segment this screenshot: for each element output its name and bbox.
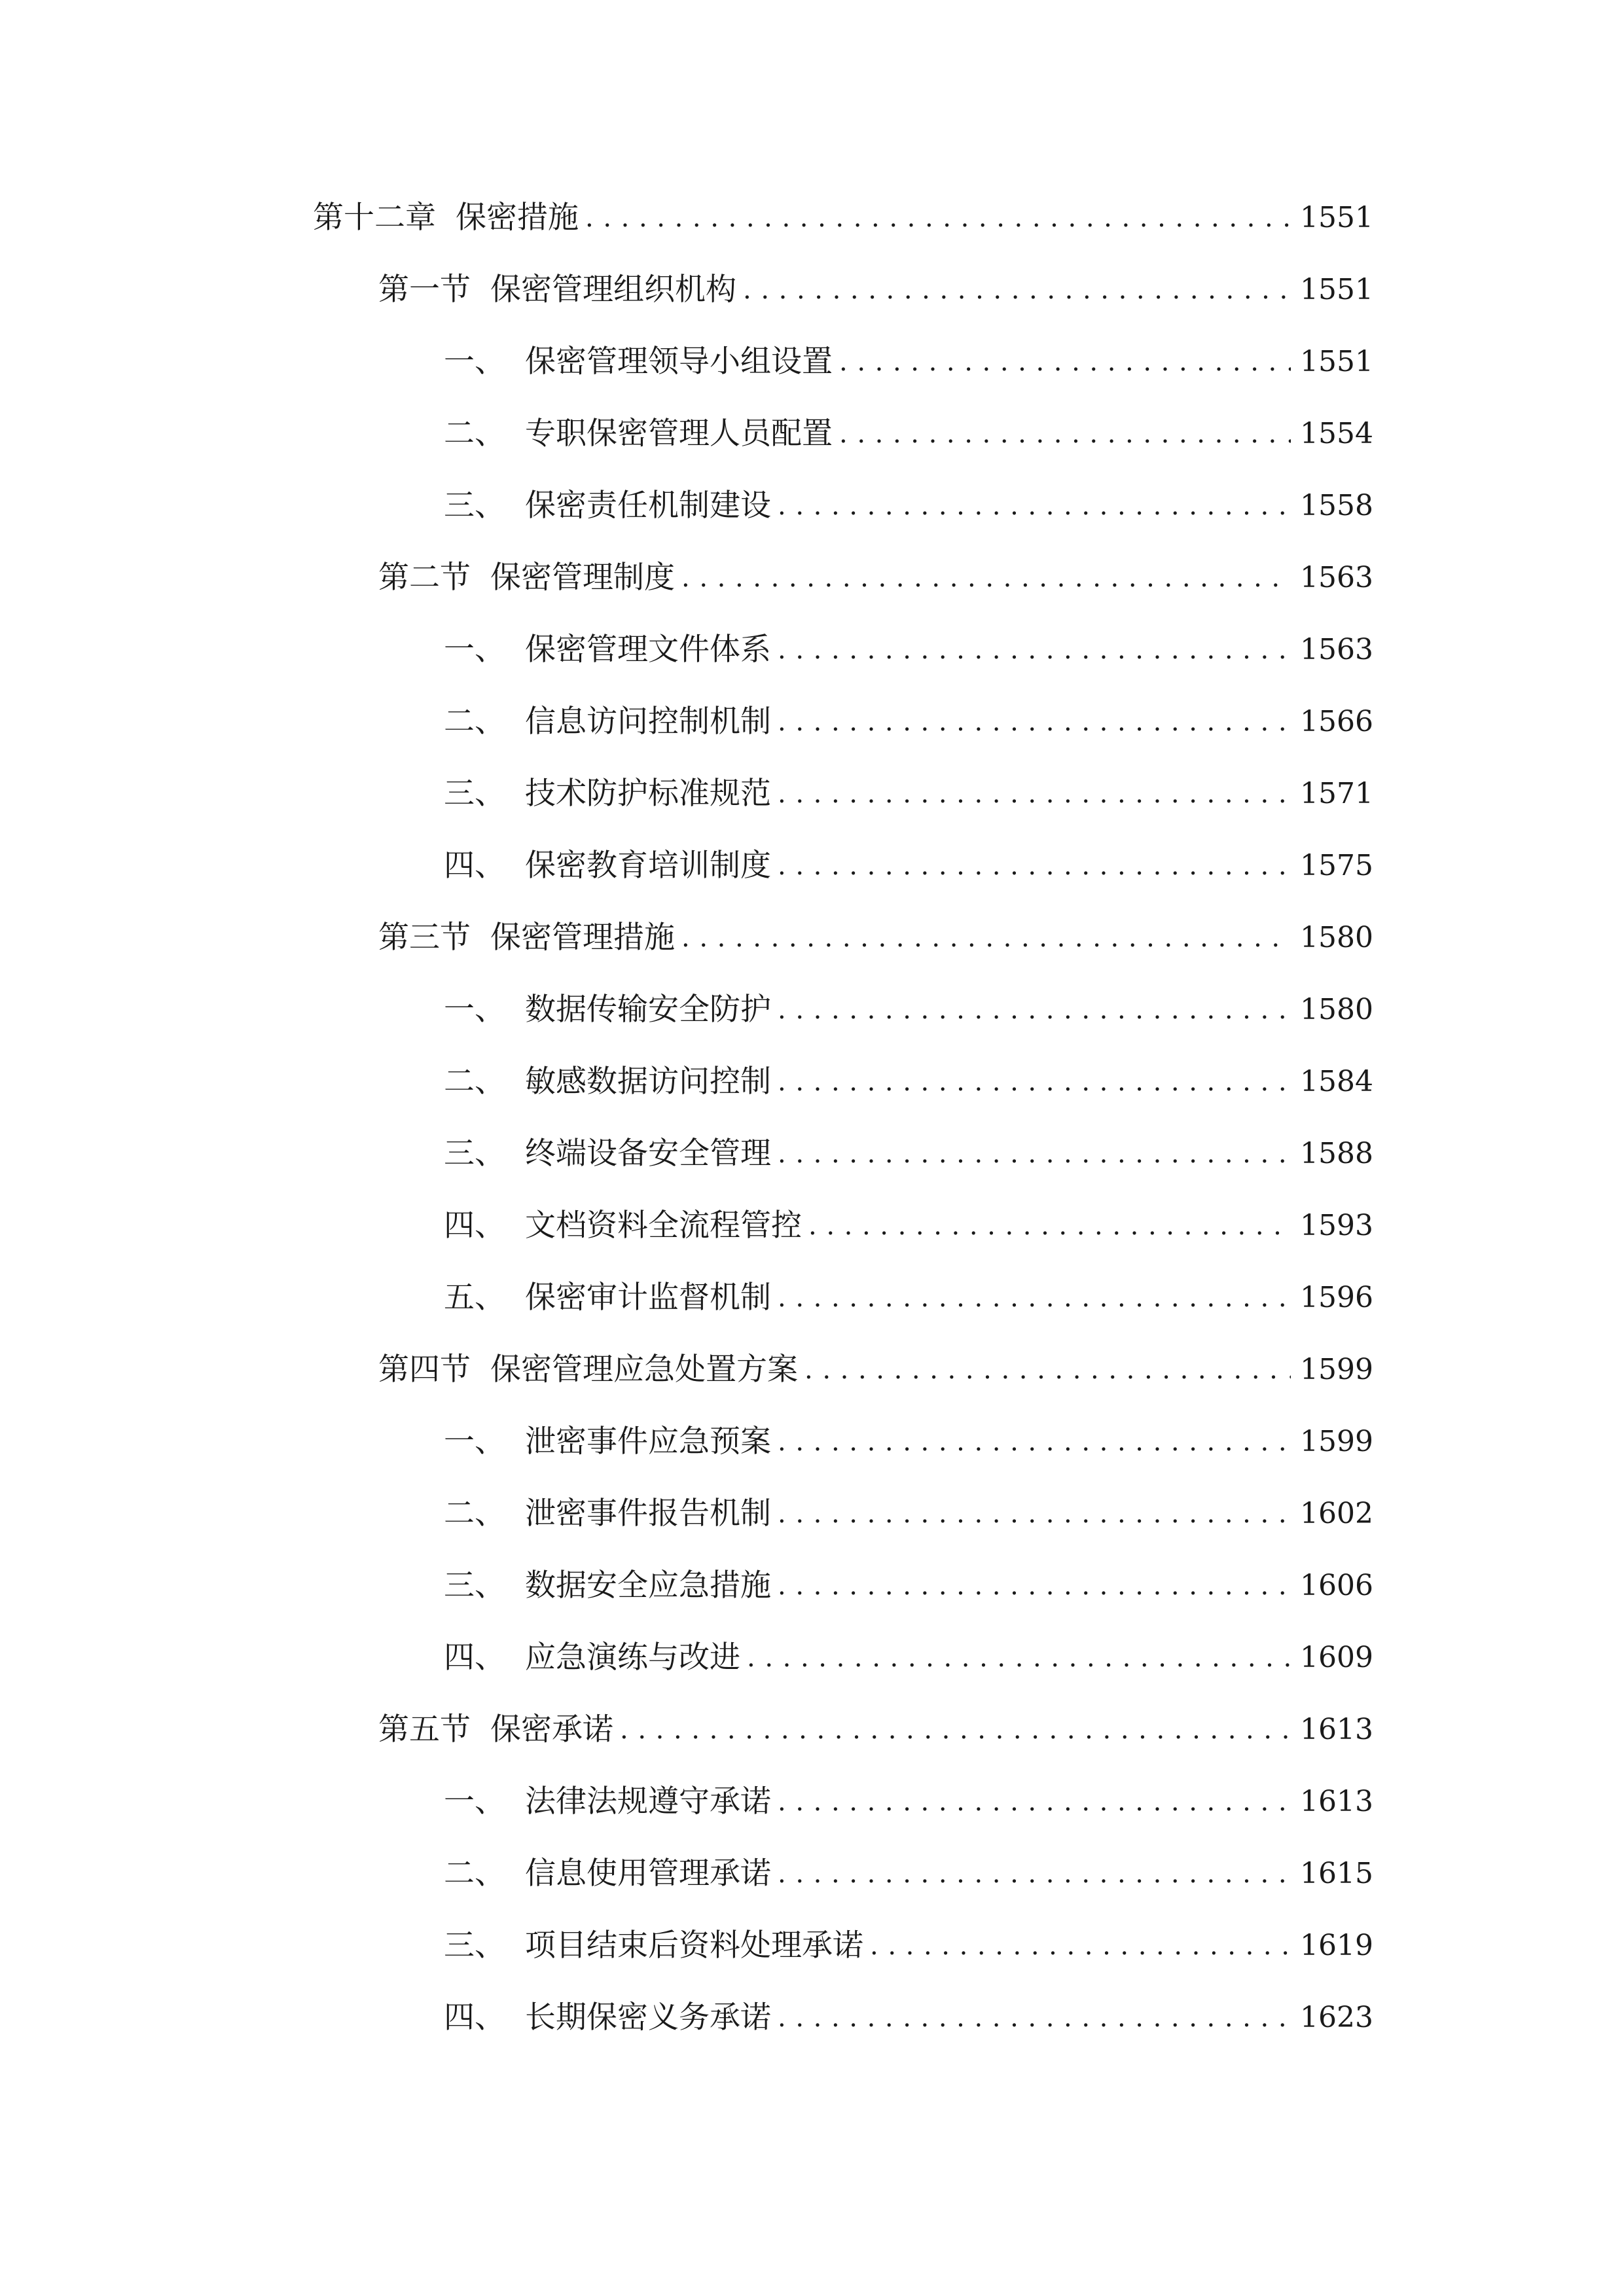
dot-leader (778, 771, 1291, 817)
toc-entry[interactable] (378, 555, 1373, 601)
toc-entry-number: 四、 (444, 1208, 505, 1244)
toc-entry-page: 1599 (1300, 1353, 1373, 1386)
dot-leader (778, 1491, 1291, 1537)
toc-entry-page: 1554 (1300, 417, 1373, 450)
toc-entry-page: 1602 (1300, 1497, 1373, 1530)
toc-entry-title: 保密管理领导小组设置 (525, 344, 833, 380)
toc-entry[interactable] (444, 483, 1373, 529)
toc-entry-page: 1596 (1300, 1281, 1373, 1314)
toc-entry-title: 长期保密义务承诺 (525, 2000, 771, 2036)
toc-entry-number: 四、 (444, 2000, 505, 2036)
toc-entry-title: 终端设备安全管理 (525, 1136, 771, 1172)
toc-entry-number: 第四节 (378, 1352, 471, 1388)
toc-entry-page: 1551 (1300, 345, 1373, 378)
toc-entry-page: 1563 (1300, 633, 1373, 666)
toc-entry-title: 保密管理文件体系 (525, 632, 771, 668)
toc-entry-number: 第一节 (378, 272, 471, 308)
toc-entry[interactable] (444, 627, 1373, 673)
toc-entry-page: 1619 (1300, 1929, 1373, 1962)
toc-entry[interactable] (444, 411, 1373, 457)
dot-leader (778, 1059, 1291, 1105)
dot-leader (839, 411, 1291, 457)
dot-leader (778, 987, 1291, 1033)
toc-entry-title: 项目结束后资料处理承诺 (525, 1928, 863, 1964)
toc-entry[interactable] (444, 843, 1373, 889)
toc-entry-page: 1599 (1300, 1425, 1373, 1458)
toc-entry[interactable] (444, 1995, 1373, 2041)
dot-leader (804, 1347, 1291, 1393)
toc-entry[interactable] (444, 699, 1373, 745)
toc-entry-number: 一、 (444, 344, 505, 380)
toc-entry-page: 1623 (1300, 2001, 1373, 2034)
toc-entry-number: 一、 (444, 632, 505, 668)
dot-leader (620, 1707, 1291, 1753)
dot-leader (839, 339, 1291, 385)
toc-entry[interactable] (444, 1563, 1373, 1609)
toc-entry[interactable] (444, 1419, 1373, 1465)
toc-entry[interactable] (444, 1635, 1373, 1681)
toc-entry-page: 1580 (1300, 921, 1373, 954)
dot-leader (778, 483, 1291, 529)
toc-entry-number: 三、 (444, 1568, 505, 1604)
toc-entry-page: 1580 (1300, 993, 1373, 1026)
toc-entry-number: 三、 (444, 776, 505, 812)
toc-entry[interactable] (444, 1275, 1373, 1321)
toc-entry-title: 数据安全应急措施 (525, 1568, 771, 1604)
toc-entry-title: 保密审计监督机制 (525, 1280, 771, 1316)
dot-leader (778, 843, 1291, 889)
dot-leader (778, 699, 1291, 745)
toc-entry-title: 信息使用管理承诺 (525, 1856, 771, 1892)
toc-entry-number: 五、 (444, 1280, 505, 1316)
toc-entry[interactable] (378, 1707, 1373, 1753)
toc-entry-title: 保密教育培训制度 (525, 848, 771, 884)
toc-entry-page: 1588 (1300, 1137, 1373, 1170)
toc-entry-title: 保密措施 (456, 200, 579, 236)
toc-entry[interactable] (378, 267, 1373, 313)
dot-leader (778, 1995, 1291, 2041)
toc-entry-page: 1613 (1300, 1713, 1373, 1746)
toc-entry-number: 第十二章 (313, 200, 436, 236)
toc-entry[interactable] (444, 771, 1373, 817)
toc-entry[interactable] (444, 1851, 1373, 1897)
toc-entry-title: 文档资料全流程管控 (525, 1208, 802, 1244)
dot-leader (778, 1275, 1291, 1321)
toc-entry-number: 二、 (444, 416, 505, 452)
toc-entry-title: 泄密事件应急预案 (525, 1424, 771, 1460)
toc-entry[interactable] (444, 1779, 1373, 1825)
dot-leader (778, 1779, 1291, 1825)
dot-leader (778, 1131, 1291, 1177)
toc-entry-number: 第二节 (378, 560, 471, 596)
toc-entry-number: 第三节 (378, 920, 471, 956)
toc-entry-page: 1551 (1300, 201, 1373, 234)
toc-entry-page: 1584 (1300, 1065, 1373, 1098)
toc-entry-title: 保密管理措施 (490, 920, 675, 956)
toc-entry-title: 保密承诺 (490, 1712, 613, 1748)
toc-entry[interactable] (378, 1347, 1373, 1393)
toc-entry-page: 1575 (1300, 849, 1373, 882)
dot-leader (808, 1203, 1291, 1249)
toc-entry-title: 泄密事件报告机制 (525, 1496, 771, 1532)
toc-entry-title: 敏感数据访问控制 (525, 1064, 771, 1100)
toc-entry-number: 三、 (444, 1136, 505, 1172)
toc-entry-number: 二、 (444, 1496, 505, 1532)
toc-entry-number: 一、 (444, 992, 505, 1028)
toc-entry-title: 应急演练与改进 (525, 1640, 740, 1676)
toc-entry-page: 1563 (1300, 561, 1373, 594)
toc-entry-page: 1593 (1300, 1209, 1373, 1242)
toc-entry-number: 三、 (444, 1928, 505, 1964)
toc-entry[interactable] (444, 1203, 1373, 1249)
dot-leader (778, 1419, 1291, 1465)
toc-entry-title: 保密管理组织机构 (490, 272, 736, 308)
toc-entry-number: 二、 (444, 704, 505, 740)
toc-entry[interactable] (444, 1131, 1373, 1177)
toc-entry-title: 保密管理应急处置方案 (490, 1352, 798, 1388)
dot-leader (747, 1635, 1291, 1681)
toc-entry[interactable] (378, 915, 1373, 961)
dot-leader (681, 555, 1291, 601)
dot-leader (778, 1851, 1291, 1897)
toc-entry[interactable] (313, 195, 1373, 241)
toc-entry[interactable] (444, 339, 1373, 385)
toc-entry-page: 1571 (1300, 777, 1373, 810)
toc-entry-page: 1613 (1300, 1785, 1373, 1818)
toc-entry-number: 四、 (444, 1640, 505, 1676)
dot-leader (870, 1923, 1291, 1969)
toc-entry-title: 专职保密管理人员配置 (525, 416, 833, 452)
dot-leader (778, 1563, 1291, 1609)
toc-entry[interactable] (444, 1491, 1373, 1537)
toc-entry-page: 1551 (1300, 273, 1373, 306)
toc-entry-title: 技术防护标准规范 (525, 776, 771, 812)
toc-entry-title: 保密管理制度 (490, 560, 675, 596)
toc-entry-page: 1558 (1300, 489, 1373, 522)
dot-leader (743, 267, 1291, 313)
toc-entry-number: 二、 (444, 1064, 505, 1100)
toc-entry-number: 一、 (444, 1424, 505, 1460)
toc-entry-number: 第五节 (378, 1712, 471, 1748)
toc-entry-page: 1606 (1300, 1569, 1373, 1602)
toc-entry-title: 保密责任机制建设 (525, 488, 771, 524)
toc-entry-number: 三、 (444, 488, 505, 524)
toc-entry-number: 一、 (444, 1784, 505, 1820)
dot-leader (585, 195, 1291, 241)
dot-leader (778, 627, 1291, 673)
toc-entry[interactable] (444, 1923, 1373, 1969)
toc-entry-number: 二、 (444, 1856, 505, 1892)
toc-entry[interactable] (444, 987, 1373, 1033)
toc-entry-title: 法律法规遵守承诺 (525, 1784, 771, 1820)
toc-entry-page: 1615 (1300, 1857, 1373, 1890)
toc-entry-number: 四、 (444, 848, 505, 884)
toc-entry-title: 信息访问控制机制 (525, 704, 771, 740)
toc-entry-page: 1609 (1300, 1641, 1373, 1674)
toc-entry-title: 数据传输安全防护 (525, 992, 771, 1028)
toc-entry-page: 1566 (1300, 705, 1373, 738)
dot-leader (681, 915, 1291, 961)
toc-entry[interactable] (444, 1059, 1373, 1105)
